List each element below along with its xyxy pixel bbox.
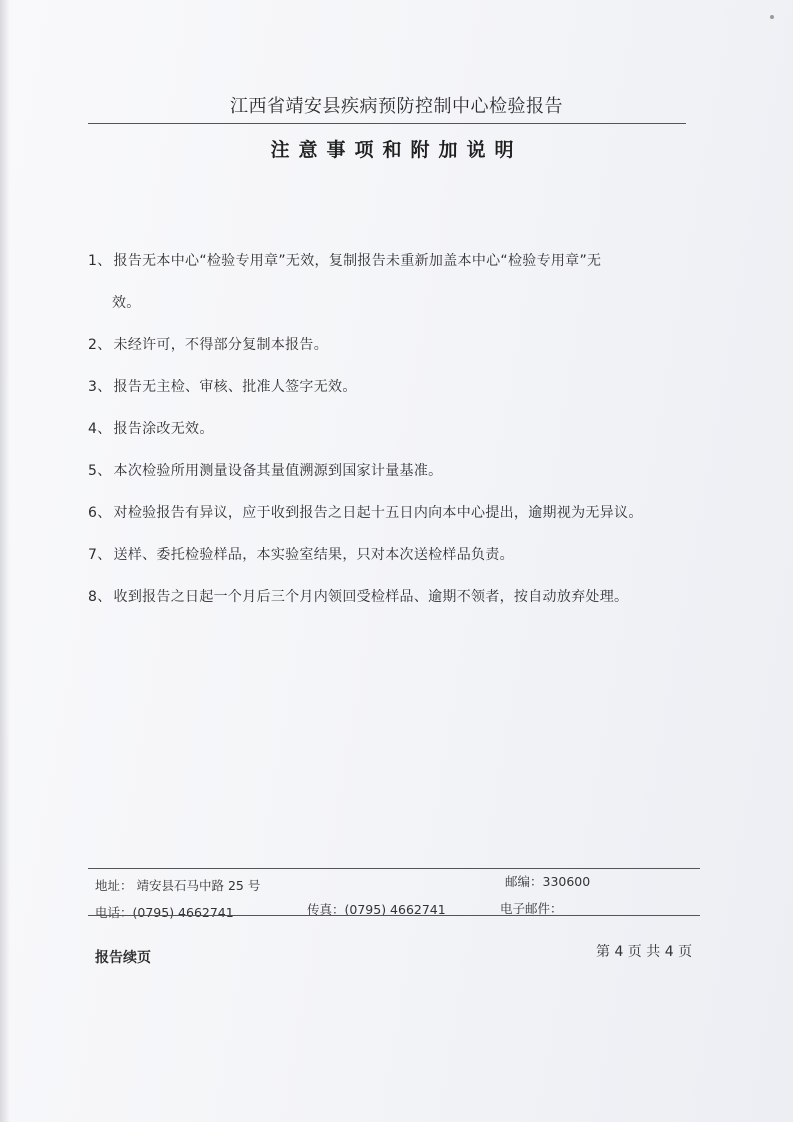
note-number: 6、 [88, 505, 112, 521]
note-text: 报告无本中心“检验专用章”无效，复制报告未重新加盖本中心“检验专用章”无 [113, 253, 602, 269]
note-text: 收到报告之日起一个月后三个月内领回受检样品、逾期不领者，按自动放弃处理。 [113, 589, 629, 605]
note-item-3 [88, 366, 698, 408]
footer-email: 电子邮件： [500, 901, 563, 916]
note-item-2 [88, 324, 698, 366]
note-text: 报告涂改无效。 [113, 421, 214, 437]
page-edge-shadow [0, 0, 10, 1122]
page-number: 第 4 页 共 4 页 [596, 944, 693, 960]
note-item-8 [88, 576, 698, 618]
note-number: 5、 [88, 463, 112, 479]
report-continued-label: 报告续页 [95, 950, 151, 966]
footer-fax: 传真：(0795) 4662741 [307, 902, 446, 917]
note-text: 报告无主检、审核、批准人签字无效。 [113, 379, 357, 395]
note-text: 未经许可，不得部分复制本报告。 [113, 337, 329, 353]
note-item-7 [88, 534, 698, 576]
section-title: 注意事项和附加说明 [270, 139, 523, 161]
header-divider [88, 123, 686, 124]
note-text-continued: 效。 [112, 295, 141, 311]
footer-phone: 电话：(0795) 4662741 [95, 905, 234, 920]
footer-address: 地址： 靖安县石马中路 25 号 [95, 878, 261, 893]
footer-divider-bottom [88, 915, 700, 916]
note-text: 送样、委托检验样品，本实验室结果，只对本次送检样品负责。 [113, 547, 514, 563]
note-number: 7、 [88, 547, 112, 563]
footer-divider-top [88, 868, 700, 869]
note-number: 2、 [88, 337, 112, 353]
report-header-title: 江西省靖安县疾病预防控制中心检验报告 [230, 96, 563, 117]
footer-postcode: 邮编：330600 [505, 874, 591, 889]
note-number: 8、 [88, 589, 112, 605]
notes-list [88, 240, 698, 618]
note-item-4 [88, 408, 698, 450]
note-number: 4、 [88, 421, 112, 437]
note-item-6 [88, 492, 698, 534]
scan-dot [770, 15, 774, 19]
note-number: 1、 [88, 253, 112, 269]
note-item-1 [88, 240, 698, 324]
note-text: 对检验报告有异议，应于收到报告之日起十五日内向本中心提出，逾期视为无异议。 [113, 505, 643, 521]
note-text: 本次检验所用测量设备其量值溯源到国家计量基准。 [113, 463, 443, 479]
note-number: 3、 [88, 379, 112, 395]
note-item-5 [88, 450, 698, 492]
